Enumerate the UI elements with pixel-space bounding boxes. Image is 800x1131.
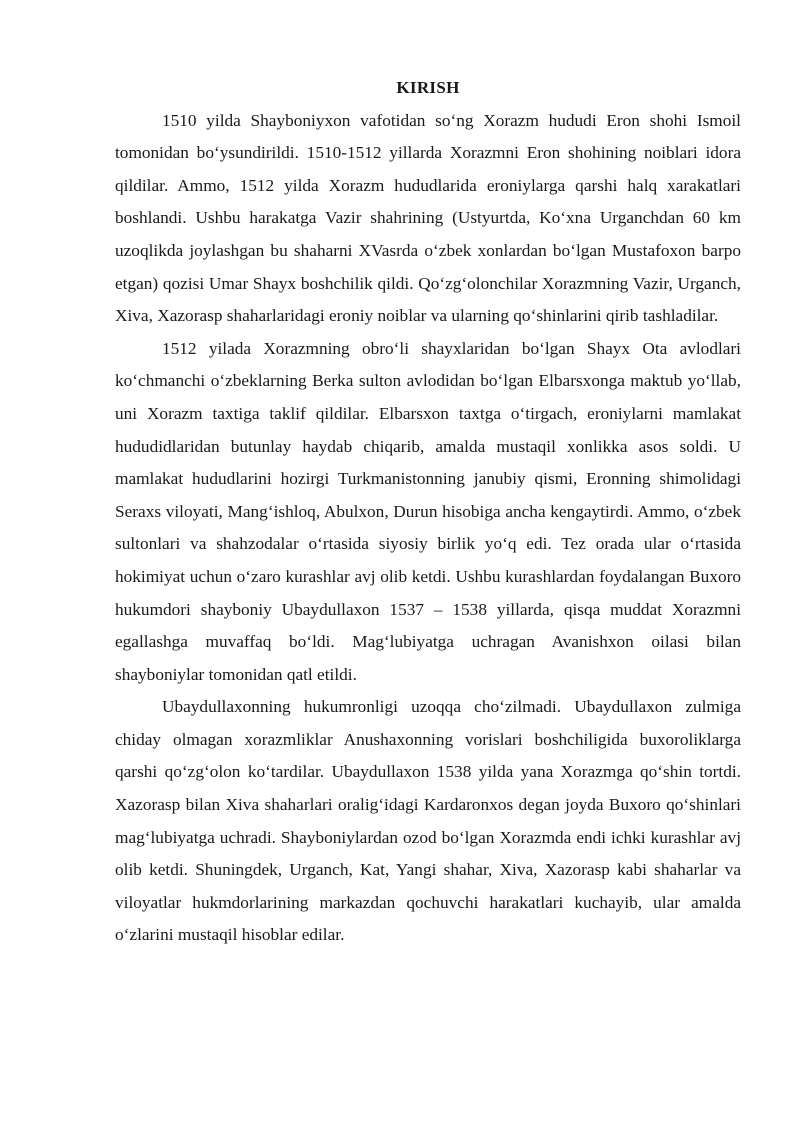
paragraph-3: Ubaydullaxonning hukumronligi uzoqqa cho‘zilmadi. Ubaydullaxon zulmiga chiday olmagan xorazmliklar Anushaxonning vorislari boshchiligida buxoroliklarga qarshi qo‘zg‘olon ko‘tardilar. Ubaydullaxon 1538 yilda yana Xorazmga qo‘shin tortdi. Xazorasp bilan Xiva shaharlari oralig‘idagi Kardaronxos degan joyda Buxoro qo‘shinlari mag‘lubiyatga uchradi. Shayboniylardan ozod bo‘lgan Xorazmda endi ichki kurashlar avj olib ketdi. Shuningdek, Urganch, Kat, Yangi shahar, Xiva, Xazorasp kabi shaharlar va viloyatlar hukmdorlarining markazdan qochuvchi harakatlari kuchayib, ular amalda o‘zlarini mustaqil hisoblar edilar. (115, 697, 741, 945)
document-body (115, 72, 741, 952)
page-title: KIRISH (396, 78, 460, 97)
paragraph-2: 1512 yilada Xorazmning obro‘li shayxlaridan bo‘lgan Shayx Ota avlodlari ko‘chmanchi o‘zbeklarning Berka sulton avlodidan bo‘lgan Elbarsxonga maktub yo‘llab, uni Xorazm taxtiga taklif qildilar. Elbarsxon taxtga o‘tirgach, eroniylarni mamlakat hududidlaridan butunlay haydab chiqarib, amalda mustaqil xonlikka asos soldi. U mamlakat hududlarini hozirgi Turkmanistonning janubiy qismi, Eronning shimolidagi Seraxs viloyati, Mang‘ishloq, Abulxon, Durun hisobiga ancha kengaytirdi. Ammo, o‘zbek sultonlari va shahzodalar o‘rtasida siyosiy birlik yo‘q edi. Tez orada ular o‘rtasida hokimiyat uchun o‘zaro kurashlar avj olib ketdi. Ushbu kurashlardan foydalangan Buxoro hukumdori shayboniy Ubaydullaxon 1537 – 1538 yillarda, qisqa muddat Xorazmni egallashga muvaffaq bo‘ldi. Mag‘lubiyatga uchragan Avanishxon oilasi bilan shayboniylar tomonidan qatl etildi. (115, 338, 741, 684)
paragraph-1: 1510 yilda Shayboniyxon vafotidan so‘ng Xorazm hududi Eron shohi Ismoil tomonidan bo‘ysundirildi. 1510-1512 yillarda Xorazmni Eron shohining noiblari idora qildilar. Ammo, 1512 yilda Xorazm hududlarida eroniylarga qarshi halq xarakatlari boshlandi. Ushbu harakatga Vazir shahrining (Ustyurtda, Ko‘xna Urganchdan 60 km uzoqlikda joylashgan bu shaharni XVasrda o‘zbek xonlardan bo‘lgan Mustafoxon barpo etgan) qozisi Umar Shayx boshchilik qildi. Qo‘zg‘olonchilar Xorazmning Vazir, Urganch, Xiva, Xazorasp shaharlaridagi eroniy noiblar va ularning qo‘shinlarini qirib tashladilar. (115, 110, 741, 326)
